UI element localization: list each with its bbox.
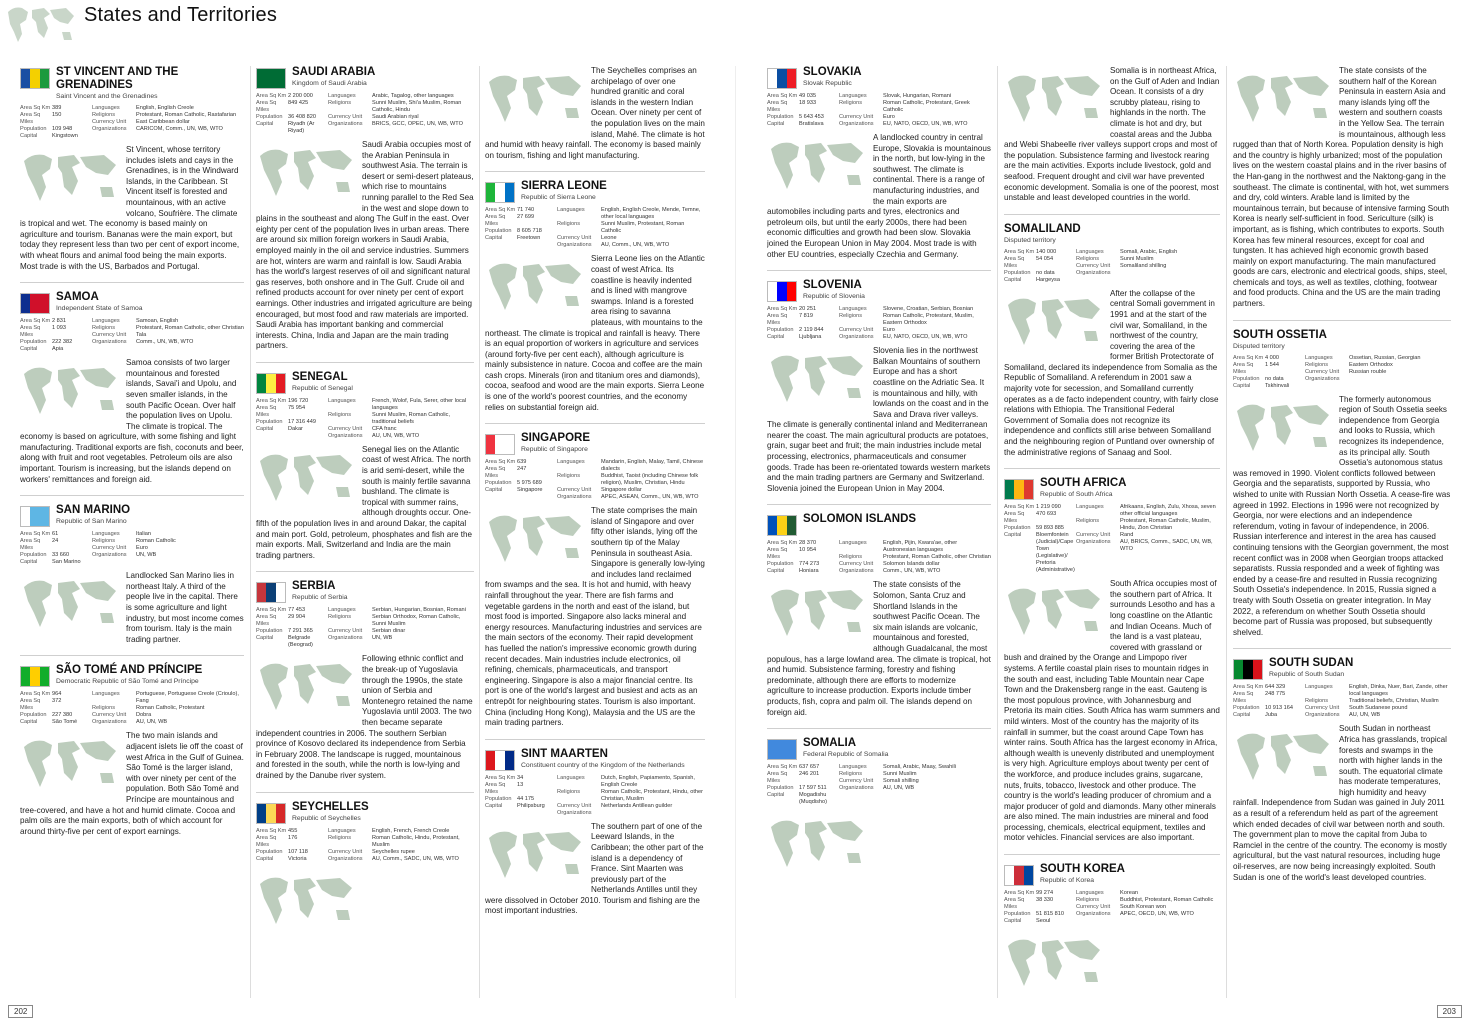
country-name: SAUDI ARABIA xyxy=(292,66,376,78)
country-full-name: Republic of Korea xyxy=(1040,877,1095,885)
country-entry xyxy=(485,423,705,728)
country-description: A landlocked country in central Europe, Slovakia is mountainous in the north, but low-lying in the southwest. The climate is continental. There is a range of manufacturing industries, and the main exports are automobiles including parts and tyres, electronics and petroleum oils, but until the early 2000s, there had been economic difficulties and growth had been slow. Slovakia joined the European Union in May 2004. Most trade is with other EU countries, especially Czechia and Germany. xyxy=(767,133,991,259)
country-description: Senegal lies on the Atlantic coast of west Africa. The north is arid semi-desert, while the south is mainly fertile savanna bushland. The climate is tropical with summer rains, although droughts occur. One-fifth of the population lives in and around Dakar, the capital and main port. Gold, petroleum, phosphates and fish are the main exports. Mali, Switzerland and India are the main trading partners. xyxy=(256,444,472,560)
country-description: Somalia is in northeast Africa, on the Gulf of Aden and Indian Ocean. It consists of a dry scrubby plateau, rising to highlands in the north. The climate is hot and dry, but coastal areas and the Jubba and Webi Shabeelle river valleys support crops and most of the population. Subsistence farming and livestock rearing are the main activities. Exports include livestock, gold and seafood. Frequent drought and civil war have prevented economic development. Somalia is one of the poorest, most unstable and least developed countries in the world. xyxy=(1004,66,1220,203)
country-name: SEYCHELLES xyxy=(292,800,369,813)
entry-header xyxy=(20,664,244,687)
flag-icon xyxy=(767,281,797,302)
fact-table: Area Sq Km 49 035 Area Sq Miles 18 933 Population 5 643 453 Capital Bratislava Languages Slovak, Hungarian, Romani Religions Roman Catholic, Protestant, Greek Catholic Currency Unit Euro Organizations EU, NATO, OECD, UN, WB, WTO xyxy=(767,93,970,127)
fact-table: Area Sq Km 61 Area Sq Miles 24 Population 33 660 Capital San Marino Languages Italian Religions Roman Catholic Currency Unit Euro Organizations UN, WB xyxy=(20,531,176,566)
locator-map-icon xyxy=(485,68,585,128)
country-entry xyxy=(256,362,474,562)
flag-icon xyxy=(1004,479,1034,500)
country-entry xyxy=(1233,320,1451,639)
country-description: Slovenia lies in the northwest Balkan Mountains of southern Europe and has a short coastline on the Adriatic Sea. It is mountainous and hilly, with lowlands on the coast and in the Sava and Drava river valleys. The climate is generally continental inland and Mediterranean nearer the coast. The main agricultural products are potatoes, grain, sugar beet and fruit; the main industries include metal processing, electronics, pharmaceuticals and consumer goods. Trade has been re-orientated towards western markets and the main trading partners are Germany and Switzerland. Slovenia joined the European Union in May 2004. xyxy=(767,346,991,493)
column-2 xyxy=(256,66,474,998)
country-name: SLOVAKIA xyxy=(803,66,862,78)
country-description-block xyxy=(20,358,244,485)
country-description-block xyxy=(1004,579,1220,844)
country-full-name: Republic of Singapore xyxy=(521,446,588,454)
country-name: SOLOMON ISLANDS xyxy=(803,513,917,526)
country-description: The southern part of one of the Leeward Islands, in the Caribbean; the other part of the island is a dependency of France. Sint Maarten was previously part of the Netherlands Antilles until they were dissolved in October 2010. Tourism and fishing are the most important industries. xyxy=(485,821,704,916)
locator-map-icon xyxy=(256,447,356,507)
entry-header xyxy=(485,432,705,455)
country-description: The state consists of the Solomon, Santa Cruz and Shortland Islands in the southwest Pacific Ocean. The six main islands are volcanic, mountainous and forested, although Guadalcanal, the most populous, has a large lowland area. The climate is tropical, hot and humid. Subsistence farming, forestry and fishing predominate, although there are efforts to modernize agriculture to increase production. Exports include timber products, fish, copra and palm oil. The islands depend on foreign aid. xyxy=(767,580,991,717)
locator-map-icon xyxy=(767,582,867,642)
country-entry xyxy=(20,495,244,645)
locator-map-icon xyxy=(256,870,356,930)
fact-table: Area Sq Km 28 370 Area Sq Miles 10 954 Population 774 273 Capital Honiara Languages English, Pijin, Kwara'ae, other Austronesian languages Religions Protestant, Roman Catholic, other Christian Currency Unit Solomon Islands dollar Organizations Comm., UN, WB, WTO xyxy=(767,540,991,575)
country-description-block xyxy=(485,822,705,917)
fact-table: Area Sq Km 639 Area Sq Miles 247 Population 5 975 689 Capital Singapore Languages Mandarin, English, Malay, Tamil, Chinese dialects Religions Buddhist, Taoist (including Chinese folk religion), Muslim, Christian, Hindu Currency Unit Singapore dollar Organizations APEC, ASEAN, Comm., UN, WB, WTO xyxy=(485,459,704,501)
locator-map-icon xyxy=(485,824,585,884)
country-entry xyxy=(256,792,474,932)
flag-icon xyxy=(1233,659,1263,680)
country-entry xyxy=(1004,214,1220,459)
page-number-left: 202 xyxy=(8,1005,33,1018)
country-entry xyxy=(20,655,244,837)
locator-map xyxy=(1004,930,1220,994)
country-entry xyxy=(485,66,705,161)
country-description: St Vincent, whose territory includes islets and cays in the Grenadines, is in the Windward Islands, in the Caribbean. St Vincent itself is forested and mountainous, with an active volcano, Soufrière. The climate is tropical and wet. The economy is based mainly on agriculture and tourism. Bananas were the main export, but today they represent less than two per cent of export income, with wheat flours and animal food being the main exports. Most trade is with the US, Barbados and Portugal. xyxy=(20,145,240,271)
locator-map xyxy=(256,868,474,932)
fact-table: Area Sq Km 71 740 Area Sq Miles 27 699 Population 8 605 718 Capital Freetown Languages English, English Creole, Mende, Temne, other local languages Religions Sunni Muslim, Protestant, Roman Catholic Currency Unit Leone Organizations AU, Comm., UN, WB, WTO xyxy=(485,207,701,249)
country-full-name: Republic of Senegal xyxy=(292,384,353,392)
country-entry xyxy=(20,66,244,272)
country-name: SLOVENIA xyxy=(803,279,862,292)
flag-icon xyxy=(256,803,286,824)
country-description: The Seychelles comprises an archipelago of over one hundred granitic and coral islands in the western Indian Ocean. Over ninety per cent of the population lives on the main island, Mahé. The climate is hot and humid with heavy rainfall. The economy is based mainly on tourism, fishing and light manufacturing. xyxy=(485,66,705,160)
country-entry xyxy=(1004,66,1220,204)
entry-header xyxy=(20,66,244,101)
column-3 xyxy=(485,66,705,998)
column-6 xyxy=(1233,66,1451,998)
entry-header xyxy=(1233,657,1451,680)
country-description: South Africa occupies most of the southern part of Africa. It surrounds Lesotho and has a long coastline on the Atlantic and Indian Oceans. Much of the land is a vast plateau, covered with grassland or bush and drained by the Orange and Limpopo river systems. A fertile coastal plain rises to mountain ridges in the south and east, including Table Mountain near Cape Town and the Drakensberg range in the east. Gauteng is the most populous province, with Johannesburg and Pretoria its main cities. South Africa has warm summers and mild winters. Most of the country has the majority of its rainfall in summer, but the coast around Cape Town has winter rains. South Africa has the largest economy in Africa, although wealth is unevenly distributed and unemployment is very high. Agriculture employs about twenty per cent of the workforce, and produce includes grains, sugarcane, nuts, fruits, tobacco, livestock and other produce. The country is the world's leading producer of chromium and a major producer of gold and diamonds. Many other minerals are also mined. The main industries are mineral and food processing, chemicals, electrical equipment, textiles and motor vehicles. Financial services are also important. xyxy=(1004,579,1220,843)
country-name: SOUTH KOREA xyxy=(1040,863,1125,876)
flag-icon xyxy=(767,515,797,536)
flag-icon xyxy=(256,373,286,394)
country-name: SOUTH AFRICA xyxy=(1040,477,1127,490)
country-description-block xyxy=(256,445,474,562)
country-description-block xyxy=(256,140,474,352)
entry-header xyxy=(485,748,705,771)
entry-header xyxy=(1004,863,1220,886)
fact-table: Area Sq Km 964 Area Sq Miles 372 Population 227 380 Capital São Tomé Languages Portuguese, Portuguese Creole (Crioulo), Fang Religions Roman Catholic, Protestant Currency Unit Dobra Organizations AU, UN, WB xyxy=(20,691,239,726)
fact-table: Area Sq Km 196 720 Area Sq Miles 75 954 Population 17 316 449 Capital Dakar Languages French, Wolof, Fula, Serer, other local languages Religions Sunni Muslim, Roman Catholic, traditional beliefs Currency Unit CFA franc Organizations AU, UN, WB, WTO xyxy=(256,397,467,439)
country-description-block xyxy=(767,133,991,260)
locator-map-icon xyxy=(1004,581,1104,641)
country-name: SAMOA xyxy=(56,291,99,304)
flag-icon xyxy=(485,182,515,203)
country-full-name: Saint Vincent and the Grenadines xyxy=(56,93,158,100)
country-entry xyxy=(767,504,991,718)
fact-table: Area Sq Km 1 219 090 Area Sq Miles 470 693 Population 59 893 885 Capital Bloemfontein (Judicial)/Cape Town (Legislative)/ Pretoria (Administrative) Languages Afrikaans, English, Zulu, Xhosa, seven other official languages Religions Protestant, Roman Catholic, Muslim, Hindu, Zion Christian Currency Unit Rand Organizations AU, BRICS, Comm., SADC, UN, WB, WTO xyxy=(1004,504,1216,574)
country-full-name: Republic of Serbia xyxy=(292,594,348,602)
country-description-block xyxy=(767,580,991,718)
country-description: Saudi Arabia occupies most of the Arabian Peninsula in southwest Asia. The terrain is desert or semi-desert plateaus, which rise to mountains running parallel to the Red Sea in the west and slope down to plains in the southeast and along The Gulf in the east. Over eighty per cent of the population lives in urban areas. There are around six million foreign workers in Saudi Arabia, employed mainly in the oil and service industries. Summers are hot, winters are warm and rainfall is low. Saudi Arabia has the world's largest reserves of oil and significant natural gas reserves, both onshore and in The Gulf. Crude oil and refined products account for over ninety per cent of export earnings. Other industries and irrigated agriculture are being encouraged, but most food and raw materials are imported. Saudi Arabia has important banking and commercial interests. China, India and Japan are the main trading partners. xyxy=(256,140,474,351)
fact-table: Area Sq Km 389 Area Sq Miles 150 Population 109 948 Capital Kingstown Languages English, English Creole Religions Protestant, Roman Catholic, Rastafarian Currency Unit East Caribbean dollar Organizations CARICOM, Comm., UN, WB, WTO xyxy=(20,105,237,139)
flag-icon xyxy=(767,739,797,760)
country-description: South Sudan in northeast Africa has grasslands, tropical forests and swamps in the north with higher lands in the south. The equatorial climate has moderate temperatures, high humidity and heavy rainfall. Independence from Sudan was gained in July 2011 as a result of a referendum held as part of the agreement which ended decades of civil war between north and south. The government plan to move the capital from Juba to Ramciel in the centre of the country. The economy is mostly agricultural, but the vast natural resources, including huge oil-reserves, are now being increasingly exploited. South Sudan is one of the world's least developed countries. xyxy=(1233,724,1447,882)
flag-icon xyxy=(20,68,50,89)
country-description: The state comprises the main island of Singapore and over fifty other islands, lying off the southern tip of the Malay Peninsula in southeast Asia. Singapore is generally low-lying and includes land reclaimed from swamps and the sea. It is hot and humid, with heavy rainfall throughout the year. There are fish farms and vegetable gardens in the north and east of the island, but most food is imported. Singapore also lacks mineral and energy resources. Manufacturing industries and services are the main sectors of the economy. Their rapid development has fuelled the nation's impressive economic growth during recent decades. Main industries include electronics, oil refining, chemicals, pharmaceuticals, and transport engineering. Singapore is also a major financial centre. Its port is one of the world's largest and busiest and acts as an entrepôt for neighbouring states. Tourism is also important. China (including Hong Kong), Malaysia and the US are the main trading partners. xyxy=(485,506,705,728)
fact-table: Area Sq Km 637 657 Area Sq Miles 246 201 Population 17 597 511 Capital Mogadishu (Muqdisho) Languages Somali, Arabic, Maay, Swahili Religions Sunni Muslim Currency Unit Somali shilling Organizations AU, UN, WB xyxy=(767,764,956,806)
entry-header xyxy=(485,180,705,203)
country-name: SENEGAL xyxy=(292,370,348,383)
fact-table: Area Sq Km 20 251 Area Sq Miles 7 819 Population 2 119 844 Capital Ljubljana Languages Slovene, Croatian, Serbian, Bosnian Religions Roman Catholic, Protestant, Muslim, Eastern Orthodox Currency Unit Euro Organizations EU, NATO, OECD, UN, WB, WTO xyxy=(767,306,974,341)
country-description-block xyxy=(20,731,244,837)
country-description-block xyxy=(1233,66,1451,310)
fact-table: Area Sq Km 455 Area Sq Miles 176 Population 107 118 Capital Victoria Languages English, French, French Creole Religions Roman Catholic, Hindu, Protestant, Muslim Currency Unit Seychelles rupee Organizations AU, Comm., SADC, UN, WB, WTO xyxy=(256,827,460,862)
locator-map-icon xyxy=(20,147,120,207)
fact-table: Area Sq Km 34 Area Sq Miles 13 Population 44 175 Capital Philipsburg Languages Dutch, English, Papiamento, Spanish, English Creole Religions Roman Catholic, Protestant, Hindu, other Christian, Muslim Currency Unit Netherlands Antillean guilder Organizations xyxy=(485,774,703,816)
locator-map-icon xyxy=(20,360,120,420)
fact-table: Area Sq Km 2 831 Area Sq Miles 1 093 Population 222 382 Capital Apia Languages Samoan, English Religions Protestant, Roman Catholic, other Christian Currency Unit Tala Organizations Comm., UN, WB, WTO xyxy=(20,318,244,353)
locator-map-icon xyxy=(256,142,356,202)
country-name: SAN MARINO xyxy=(56,504,131,517)
locator-map-icon xyxy=(1004,291,1104,351)
country-description: The two main islands and adjacent islets lie off the coast of west Africa in the Gulf of Guinea. São Tomé is the larger island, with over ninety per cent of the population. Both São Tomé and Príncipe are mountainous and tree-covered, and have a hot and humid climate. Cocoa and palm oils are the main exports, both of which account for around thirty-five per cent of export earnings. xyxy=(20,731,244,836)
country-name: SINT MAARTEN xyxy=(521,747,608,760)
country-full-name: Slovak Republic xyxy=(803,80,852,87)
country-description: Sierra Leone lies on the Atlantic coast of west Africa. Its coastline is heavily indented and is lined with mangrove swamps. Inland is a forested area rising to savanna plateaus, with mountains to the northeast. The climate is tropical and rainfall is heavy. There is an equal proportion of workers in agriculture and services (around forty-five per cent each), although agriculture is mainly subsistence in nature. Cocoa and coffee are the main cash crops. Minerals (iron and titanium ores and diamonds), cocoa, seafood and wood are the main exports. Sierra Leone is one of the world's poorest countries, and the economy relies on substantial foreign aid. xyxy=(485,254,705,412)
country-entry xyxy=(767,66,991,260)
country-description: After the collapse of the central Somali government in 1991 and at the start of the civil war, Somaliland, in the northwest of the country, covering the area of the former British Protectorate of Somaliland, declared its independence from Somalia as the Republic of Somaliland. A referendum in 2001 saw a majority vote for secession, and Somaliland currently operates as a de facto independent country, with fairly close relations with Ethiopia. The Transitional Federal Government of Somalia does not recognize its independence and conflicts still arise between Somaliland and the neighbouring region of Puntland over ownership of the administrative regions of Sanaag and Sool. xyxy=(1004,288,1219,457)
page-number-right: 203 xyxy=(1437,1005,1462,1018)
country-description: Landlocked San Marino lies in northeast Italy. A third of the people live in the capital. There is some agriculture and light industry, but most income comes from tourism. Italy is the main trading partner. xyxy=(126,571,244,644)
locator-map-icon xyxy=(1004,68,1104,128)
locator-map-icon xyxy=(1233,726,1333,786)
fact-table: Area Sq Km 2 200 000 Area Sq Miles 849 425 Population 36 408 820 Capital Riyadh (Ar Riyad) Languages Arabic, Tagalog, other languages Religions Sunni Muslim, Shi'a Muslim, Roman Catholic, Hindu Currency Unit Saudi Arabian riyal Organizations BRICS, GCC, OPEC, UN, WB, WTO xyxy=(256,93,463,134)
country-full-name: Republic of Slovenia xyxy=(803,293,865,301)
country-description-block xyxy=(1233,724,1451,883)
fact-table: Area Sq Km 644 329 Area Sq Miles 248 775 Population 10 913 164 Capital Juba Languages English, Dinka, Nuer, Bari, Zande, other local languages Religions Traditional beliefs, Christian, Muslim Currency Unit South Sudanese pound Organizations AU, UN, WB xyxy=(1233,684,1448,719)
column-1 xyxy=(20,66,244,998)
country-name: SOMALILAND xyxy=(1004,222,1081,235)
country-full-name: Republic of Sierra Leone xyxy=(521,194,596,202)
country-name: SÃO TOMÉ AND PRÍNCIPE xyxy=(56,664,203,677)
flag-icon xyxy=(20,666,50,687)
country-entry xyxy=(485,739,705,917)
country-description: Following ethnic conflict and the break-up of Yugoslavia through the 1990s, the state union of Serbia and Montenegro retained the name Yugoslavia until 2003. The two then became separate independent countries in 2006. The southern Serbian province of Kosovo declared its independence from Serbia in February 2008. The landscape is rugged, mountainous and forested in the south, while the north is low-lying and drained by the Danube river system. xyxy=(256,654,473,780)
country-description-block xyxy=(20,145,244,272)
locator-map-icon xyxy=(767,348,867,408)
country-description: The state consists of the southern half of the Korean Peninsula in eastern Asia and many islands lying off the western and southern coasts in the Yellow Sea. The terrain is mountainous, although less rugged than that of North Korea. Population density is high and the country is highly urbanized; most of the population lives on the western coastal plains and in the river basins of the Han-gang in the northwest and the Naktong-gang in the southeast. The climate is continental, with hot, wet summers and dry, cold winters. Arable land is limited by the mountainous terrain, but because of intensive farming South Korea is nearly self-sufficient in food. Sericulture (silk) is important, as is fishing, which contributes to exports. South Korea has few mineral resources, except for coal and tungsten. It has achieved high economic growth based mainly on export manufacturing. The main manufactured goods are cars, electronic and electrical goods, ships, steel, chemicals and toys, as well as textiles, clothing, footwear and food products. China and the US are the main trading partners. xyxy=(1233,66,1449,309)
locator-map-icon xyxy=(1233,397,1333,457)
country-entry xyxy=(256,571,474,781)
country-full-name: Constituent country of the Kingdom of the Netherlands xyxy=(521,761,685,769)
country-full-name: Federal Republic of Somalia xyxy=(803,751,889,759)
flag-icon xyxy=(256,582,286,603)
flag-icon xyxy=(485,434,515,455)
entry-header xyxy=(1233,329,1451,351)
page-title: States and Territories xyxy=(84,4,278,26)
country-description: Samoa consists of two larger mountainous and forested islands, Savai'i and Upolu, and seven smaller islands, in the south Pacific Ocean. Over half the population lives on Upolu. The climate is tropical. The economy is based on agriculture, with some fishing and light manufacturing. Traditional exports are fish, coconuts and beer, along with fruit and root vegetables. Petroleum oils are also important. Tourism is increasing, but the islands depend on workers' remittances and foreign aid. xyxy=(20,358,244,484)
country-full-name: Disputed territory xyxy=(1233,342,1285,350)
country-entry xyxy=(485,171,705,413)
country-entry xyxy=(256,66,474,352)
world-map-icon xyxy=(4,2,76,48)
flag-icon xyxy=(20,506,50,527)
entry-header xyxy=(1004,477,1220,500)
country-full-name: Republic of South Africa xyxy=(1040,491,1113,499)
locator-map-icon xyxy=(485,256,585,316)
country-entry xyxy=(1233,648,1451,883)
country-entry xyxy=(1004,854,1220,994)
entry-header xyxy=(20,504,244,527)
entry-header xyxy=(256,801,474,824)
country-full-name: Republic of South Sudan xyxy=(1269,671,1345,679)
country-name: ST VINCENT AND THE GRENADINES xyxy=(56,66,179,91)
column-4 xyxy=(767,66,991,998)
locator-map-icon xyxy=(20,573,120,633)
flag-icon xyxy=(1004,865,1034,886)
locator-map-icon xyxy=(20,733,120,793)
country-description-block xyxy=(256,654,474,781)
entry-header xyxy=(1004,223,1220,245)
locator-map-icon xyxy=(767,135,867,195)
locator-map xyxy=(767,811,991,875)
country-name: SINGAPORE xyxy=(521,432,591,445)
country-description-block xyxy=(485,66,705,161)
flag-icon xyxy=(485,750,515,771)
locator-map-icon xyxy=(767,813,867,873)
country-description-block xyxy=(1004,289,1220,459)
fact-table: Area Sq Km 99 274 Area Sq Miles 38 330 Population 51 815 810 Capital Seoul Languages Korean Religions Buddhist, Protestant, Roman Catholic Currency Unit South Korean won Organizations APEC, OECD, UN, WB, WTO xyxy=(1004,890,1214,925)
country-name: SIERRA LEONE xyxy=(521,180,607,193)
locator-map-icon xyxy=(485,508,585,568)
country-description-block xyxy=(1004,66,1220,204)
fact-table: Area Sq Km 4 000 Area Sq Miles 1 544 Population no data Capital Tskhinvali Languages Ossetian, Russian, Georgian Religions Eastern Orthodox Currency Unit Russian rouble Organizations xyxy=(1233,354,1421,389)
column-5 xyxy=(1004,66,1220,998)
country-full-name: Kingdom of Saudi Arabia xyxy=(292,80,367,87)
country-description-block xyxy=(767,346,991,494)
entry-header xyxy=(256,66,474,89)
country-description-block xyxy=(485,254,705,413)
fact-table: Area Sq Km 140 000 Area Sq Miles 54 054 Population no data Capital Hargeysa Languages Somali, Arabic, English Religions Sunni Muslim Currency Unit Somaliland shilling Organizations xyxy=(1004,248,1178,283)
flag-icon xyxy=(20,293,50,314)
entry-header xyxy=(20,291,244,314)
page-header xyxy=(0,0,735,52)
fact-table: Area Sq Km 77 453 Area Sq Miles 29 904 Population 7 291 365 Capital Belgrade (Beograd) Languages Serbian, Hungarian, Bosnian, Romani Religions Serbian Orthodox, Roman Catholic, Sunni Muslim Currency Unit Serbian dinar Organizations UN, WB xyxy=(256,607,466,649)
country-description: The formerly autonomous region of South Ossetia seeks independence from Georgia and looks to Russia, which recognizes its independence, as its principal ally. South Ossetia's autonomous status was removed in 1990. Violent conflicts followed between Georgia and the separatists, supported by Russia, who wished to unite with Russian North Ossetia. A cease-fire was agreed in 1992. Elections in 1996 were not recognized by Georgia, nor were elections and an independence referendum, voting in favour of independence, in 2006. Russian interference and interest in the area has caused continuing tensions with the Georgian government, the most recent conflict was in 2008 when Georgian troops attacked separatists. Russia responded and a week of fighting was ended by a cease-fire and resulted in Russia recognizing South Ossetia's independence. In 2015, Russia signed a treaty with South Ossetia on greater integration. In May 2022, a referendum on whether South Ossetia should become part of Russia was proposed, but subsequently shelved. xyxy=(1233,394,1451,637)
country-name: SERBIA xyxy=(292,580,336,593)
locator-map-icon xyxy=(256,656,356,716)
flag-icon xyxy=(767,68,797,89)
country-full-name: Democratic Republic of São Tomé and Príncipe xyxy=(56,678,199,686)
entry-header xyxy=(767,737,991,760)
country-name: SOMALIA xyxy=(803,737,857,750)
entry-header xyxy=(767,513,991,536)
country-entry xyxy=(1233,66,1451,310)
entry-header xyxy=(256,580,474,603)
country-description-block xyxy=(485,506,705,728)
entry-header xyxy=(256,371,474,394)
country-full-name: Disputed territory xyxy=(1004,236,1056,244)
entry-header xyxy=(767,279,991,302)
country-entry xyxy=(20,282,244,485)
country-entry xyxy=(767,270,991,494)
country-full-name: Republic of San Marino xyxy=(56,518,127,526)
country-name: SOUTH OSSETIA xyxy=(1233,328,1327,341)
flag-icon xyxy=(256,68,286,89)
country-name: SOUTH SUDAN xyxy=(1269,657,1354,670)
locator-map-icon xyxy=(1233,68,1333,128)
locator-map-icon xyxy=(1004,932,1104,992)
country-description-block xyxy=(20,571,244,645)
country-entry xyxy=(767,728,991,875)
country-full-name: Independent State of Samoa xyxy=(56,305,143,313)
country-full-name: Republic of Seychelles xyxy=(292,814,361,822)
country-description-block xyxy=(1233,395,1451,639)
entry-header xyxy=(767,66,991,89)
country-entry xyxy=(1004,468,1220,844)
